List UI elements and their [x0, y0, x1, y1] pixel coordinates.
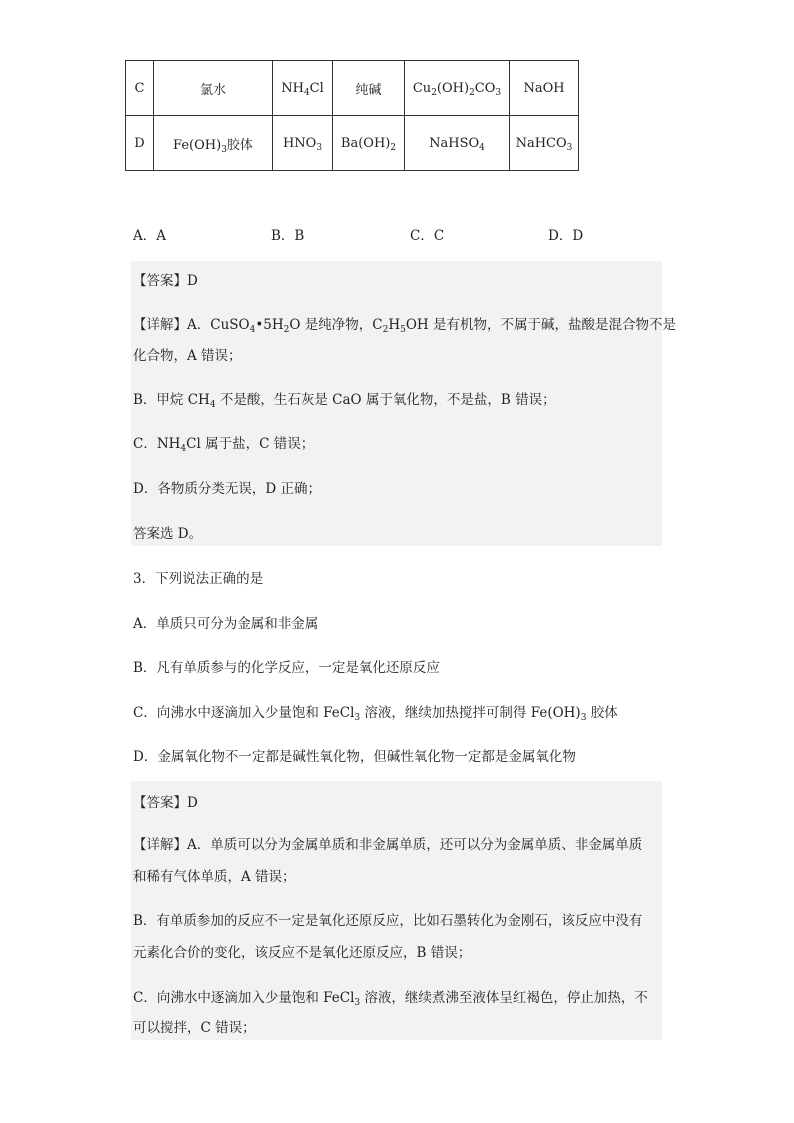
- text-segment: OH 是有机物，不属于碱，盐酸是混合物不是: [405, 317, 676, 333]
- q2-explanation-line: [133, 388, 556, 408]
- table-cell: [273, 116, 333, 171]
- subscript: 3: [580, 713, 587, 723]
- q2-options: [0, 224, 794, 242]
- subscript: 3: [221, 144, 227, 155]
- q2-explanation-line: [133, 344, 242, 364]
- text-segment: D．金属氧化物不一定都是碱性氧化物，但碱性氧化物一定都是金属氧化物: [133, 749, 576, 765]
- table-cell: [510, 116, 579, 171]
- subscript: 3: [495, 87, 502, 98]
- subscript: 3: [354, 998, 361, 1008]
- subscript: 2: [469, 87, 475, 98]
- q2-explanation-line: [133, 432, 314, 452]
- text-segment: (OH): [436, 80, 470, 96]
- q2-answer-box: [131, 261, 676, 546]
- q2-explanation-line: [133, 313, 676, 333]
- q2-option-a: A．A: [133, 228, 166, 244]
- table-cell: 纯碱: [333, 61, 405, 116]
- row-label: D: [126, 116, 154, 171]
- text-segment: Cu: [412, 80, 432, 96]
- subscript: 4: [249, 325, 256, 335]
- text-segment: B．甲烷 CH: [133, 392, 210, 408]
- text-segment: Ba(OH): [340, 135, 391, 151]
- subscript: 3: [316, 142, 323, 153]
- text-segment: 答案选 D。: [133, 526, 203, 542]
- text-segment: 溶液，继续加热搅拌可制得 Fe(OH): [360, 705, 581, 721]
- subscript: 4: [180, 444, 187, 454]
- text-segment: 胶体: [586, 705, 618, 721]
- classification-table: [125, 60, 579, 171]
- q2-explanation-line: [133, 522, 202, 542]
- subscript: 2: [431, 87, 437, 98]
- text-segment: 化合物，A 错误；: [133, 348, 242, 364]
- subscript: 4: [303, 87, 310, 98]
- text-segment: •5H: [255, 317, 284, 333]
- text-segment: 和稀有气体单质，A 错误；: [133, 869, 296, 885]
- text-segment: C．向沸水中逐滴加入少量饱和 FeCl: [133, 705, 355, 721]
- q3-explanation-line: [133, 941, 471, 961]
- table-cell: [405, 61, 510, 116]
- text-segment: Fe(OH): [173, 137, 222, 153]
- text-segment: D．各物质分类无误，D 正确；: [133, 481, 321, 497]
- table-cell: [154, 116, 273, 171]
- text-segment: NaHCO: [515, 135, 567, 151]
- table-cell: [405, 116, 510, 171]
- text-segment: C．向沸水中逐滴加入少量饱和 FeCl: [133, 990, 355, 1006]
- subscript: 3: [566, 142, 573, 153]
- text-segment: H: [388, 317, 401, 333]
- subscript: 3: [354, 713, 361, 723]
- q3-answer-box: [131, 781, 662, 1040]
- text-segment: C．NH: [133, 436, 181, 452]
- text-segment: 元素化合价的变化，该反应不是氧化还原反应，B 错误；: [133, 945, 472, 961]
- subscript: 4: [479, 142, 485, 153]
- subscript: 5: [400, 325, 406, 335]
- q3-option-c: [133, 701, 618, 721]
- text-segment: O 是纯净物，C: [289, 317, 383, 333]
- q2-explanation-line: [133, 477, 321, 497]
- table-cell: [273, 61, 333, 116]
- q3-explanation-line: [133, 1016, 256, 1036]
- text-segment: B．有单质参加的反应不一定是氧化还原反应，比如石墨转化为金刚石，该反应中没有: [133, 913, 643, 929]
- q3-option-b: [133, 656, 440, 676]
- q3-explanation-line: [133, 833, 642, 853]
- q3-answer-label: 【答案】D: [133, 795, 198, 811]
- table-cell: [333, 116, 405, 171]
- table-cell: 氯水: [154, 61, 273, 116]
- q2-option-c: C．C: [410, 228, 445, 244]
- table-row-d: [126, 116, 579, 171]
- text-segment: NH: [281, 80, 304, 96]
- text-segment: 可以搅拌，C 错误；: [133, 1020, 256, 1036]
- text-segment: Cl: [309, 80, 324, 96]
- q3-stem: 3．下列说法正确的是: [133, 571, 264, 587]
- q3-explanation-line: [133, 865, 296, 885]
- text-segment: CO: [474, 80, 496, 96]
- text-segment: NaHSO: [429, 135, 480, 151]
- subscript: 2: [283, 325, 290, 335]
- subscript: 4: [209, 400, 216, 410]
- table-cell: NaOH: [510, 61, 579, 116]
- subscript: 2: [390, 142, 397, 153]
- text-segment: B．凡有单质参与的化学反应，一定是氧化还原反应: [133, 660, 440, 676]
- text-segment: 不是酸，生石灰是 CaO 属于氧化物，不是盐，B 错误；: [215, 392, 556, 408]
- q3-explanation-line: [133, 986, 648, 1006]
- q2-option-b: B．B: [271, 228, 305, 244]
- q3-option-d: [133, 745, 576, 765]
- text-segment: A．单质只可分为金属和非金属: [133, 616, 319, 632]
- text-segment: 【详解】A．单质可以分为金属单质和非金属单质，还可以分为金属单质、非金属单质: [133, 837, 643, 853]
- q2-option-d: D．D: [548, 228, 584, 244]
- q3-option-a: [133, 612, 318, 632]
- subscript: 2: [382, 325, 389, 335]
- q2-answer-label: 【答案】D: [133, 273, 198, 289]
- text-segment: 【详解】A．CuSO: [133, 317, 250, 333]
- table-row-c: [126, 61, 579, 116]
- text-segment: HNO: [282, 135, 317, 151]
- text-segment: 溶液，继续煮沸至液体呈红褐色，停止加热，不: [360, 990, 648, 1006]
- text-segment: 胶体: [226, 137, 253, 153]
- q3-explanation-line: [133, 909, 642, 929]
- row-label: C: [126, 61, 154, 116]
- text-segment: Cl 属于盐，C 错误；: [186, 436, 315, 452]
